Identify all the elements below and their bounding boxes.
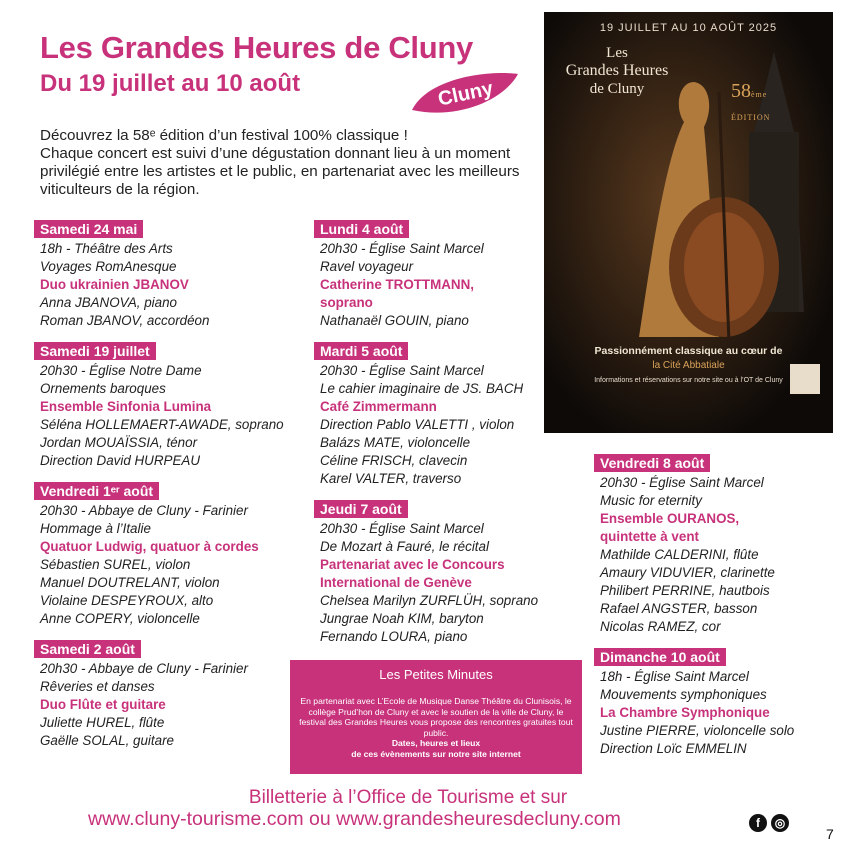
event-performer: Direction David HURPEAU [40, 453, 200, 468]
ticketing-line: Billetterie à l’Office de Tourisme et sur [248, 787, 568, 808]
petites-minutes-title: Les Petites Minutes [379, 667, 493, 682]
festival-poster [544, 12, 833, 433]
event-info-line: Ornements baroques [40, 381, 166, 396]
event-date: Samedi 2 août [34, 640, 141, 658]
event-performer: Manuel DOUTRELANT, violon [40, 575, 220, 590]
page-subtitle: Du 19 juillet au 10 août [40, 70, 301, 97]
event-performer: Jordan MOUAÏSSIA, ténor [40, 435, 198, 450]
event-4 [314, 220, 538, 330]
event-info-line: De Mozart à Fauré, le récital [320, 539, 489, 554]
poster-info: Informations et réservations sur notre site ou à l’OT de Cluny [594, 377, 783, 384]
event-2 [34, 482, 284, 628]
event-performer: Philibert PERRINE, hautbois [600, 583, 770, 598]
instagram-icon[interactable]: ◎ [771, 814, 789, 832]
poster-edition [731, 80, 770, 126]
event-info-line: 20h30 - Église Saint Marcel [320, 521, 484, 536]
event-performer: Jungrae Noah KIM, baryton [320, 611, 484, 626]
poster-tagline: Passionnément classique au cœur de [594, 345, 783, 357]
event-3 [34, 640, 284, 750]
event-performer: Fernando LOURA, piano [320, 629, 468, 644]
cluny-badge-label: Cluny [436, 77, 496, 111]
event-ensemble: Partenariat avec le Concours [320, 557, 505, 572]
poster-festival-name [552, 44, 682, 98]
page-number: 7 [826, 826, 834, 842]
event-ensemble: Ensemble OURANOS, [600, 511, 740, 526]
event-1 [34, 342, 284, 470]
event-performer: Justine PIERRE, violoncelle solo [600, 723, 795, 738]
page-title: Les Grandes Heures de Cluny [40, 30, 473, 65]
intro-line-2: Chaque concert est suivi d’une dégustation donnant lieu à un moment privilégié entre les artistes et le public, en partenariat avec les meilleurs viticulteurs de la région. [40, 145, 520, 198]
event-ensemble: soprano [320, 295, 373, 310]
event-performer: Sébastien SUREL, violon [40, 557, 191, 572]
event-7 [594, 454, 794, 636]
event-date: Jeudi 7 août [314, 500, 408, 518]
event-ensemble: Quatuor Ludwig, quatuor à cordes [40, 539, 259, 554]
poster-qr-code [790, 364, 820, 394]
event-performer: Nicolas RAMEZ, cor [600, 619, 721, 634]
poster-name-line-1: Les [606, 45, 628, 61]
event-performer: Balázs MATE, violoncelle [320, 435, 471, 450]
event-performer: Amaury VIDUVIER, clarinette [600, 565, 775, 580]
events-column-1 [34, 220, 284, 762]
facebook-icon[interactable]: f [749, 814, 767, 832]
petites-minutes-box [290, 660, 582, 774]
petites-minutes-bold-2: de ces évènements sur notre site internet [351, 748, 521, 759]
event-info-line: 20h30 - Église Notre Dame [40, 363, 202, 378]
cluny-badge [408, 70, 520, 118]
event-info-line: 20h30 - Église Saint Marcel [320, 241, 484, 256]
poster-name-line-2: Grandes Heures [565, 62, 669, 79]
event-date: Samedi 24 mai [34, 220, 143, 238]
event-ensemble: Ensemble Sinfonia Lumina [40, 399, 212, 414]
event-performer: Direction Pablo VALETTI , violon [320, 417, 515, 432]
petites-minutes-body: En partenariat avec L’Ecole de Musique Danse Théâtre du Clunisois, le collège Prud’hon de Cluny et avec le soutien de la ville de Cluny, le festival des Grandes Heures vous propose des rencontres gratuites tout public. [299, 696, 573, 738]
event-ensemble: Duo Flûte et guitare [40, 697, 166, 712]
event-performer: Anne COPERY, violoncelle [40, 611, 200, 626]
poster-edition-number: 58 [731, 80, 751, 102]
event-info-line: 18h - Église Saint Marcel [600, 669, 749, 684]
event-performer: Chelsea Marilyn ZURFLÜH, soprano [320, 593, 539, 608]
event-performer: Karel VALTER, traverso [320, 471, 462, 486]
events-column-3 [594, 454, 794, 770]
event-ensemble: quintette à vent [600, 529, 699, 544]
event-info-line: 20h30 - Église Saint Marcel [600, 475, 764, 490]
event-info-line: Mouvements symphoniques [600, 687, 767, 702]
events-column-2 [314, 220, 538, 658]
event-info-line: Voyages RomAnesque [40, 259, 177, 274]
event-performer: Violaine DESPEYROUX, alto [40, 593, 214, 608]
event-ensemble: International de Genève [320, 575, 472, 590]
poster-edition-sup: ème [751, 90, 768, 99]
event-date: Samedi 19 juillet [34, 342, 156, 360]
event-info-line: 20h30 - Abbaye de Cluny - Farinier [40, 503, 248, 518]
event-ensemble: Catherine TROTTMANN, [320, 277, 474, 292]
event-info-line: 20h30 - Église Saint Marcel [320, 363, 484, 378]
event-info-line: Ravel voyageur [320, 259, 414, 274]
event-ensemble: Café Zimmermann [320, 399, 437, 414]
event-performer: Nathanaël GOUIN, piano [320, 313, 469, 328]
event-info-line: Hommage à l’Italie [40, 521, 151, 536]
intro-line-1: Découvrez la 58ᵉ édition d’un festival 100% classique ! [40, 127, 408, 144]
event-performer: Céline FRISCH, clavecin [320, 453, 468, 468]
event-performer: Roman JBANOV, accordéon [40, 313, 210, 328]
event-performer: Juliette HUREL, flûte [40, 715, 165, 730]
event-ensemble: Duo ukrainien JBANOV [40, 277, 189, 292]
event-info-line: Rêveries et danses [40, 679, 155, 694]
poster-name-line-3: de Cluny [589, 81, 645, 97]
event-performer: Direction Loïc EMMELIN [600, 741, 747, 756]
event-performer: Séléna HOLLEMAERT-AWADE, soprano [40, 417, 284, 432]
event-date: Dimanche 10 août [594, 648, 726, 666]
event-8 [594, 648, 794, 758]
event-5 [314, 342, 538, 488]
intro-text [40, 127, 540, 199]
event-info-line: 20h30 - Abbaye de Cluny - Farinier [40, 661, 248, 676]
event-performer: Anna JBANOVA, piano [40, 295, 177, 310]
website-links[interactable]: www.cluny-tourisme.com ou www.grandesheuresdecluny.com [88, 808, 621, 830]
event-info-line: 18h - Théâtre des Arts [40, 241, 173, 256]
event-date: Vendredi 8 août [594, 454, 710, 472]
poster-edition-word: ÉDITION [731, 113, 771, 122]
poster-site: la Cité Abbatiale [652, 360, 725, 371]
event-date: Mardi 5 août [314, 342, 408, 360]
event-date: Lundi 4 août [314, 220, 409, 238]
event-0 [34, 220, 284, 330]
event-date: Vendredi 1ᵉʳ août [34, 482, 159, 500]
event-ensemble: La Chambre Symphonique [600, 705, 770, 720]
event-performer: Gaëlle SOLAL, guitare [40, 733, 174, 748]
poster-dates: 19 JUILLET AU 10 AOÛT 2025 [599, 22, 778, 34]
event-info-line: Le cahier imaginaire de JS. BACH [320, 381, 524, 396]
event-info-line: Music for eternity [600, 493, 702, 508]
event-performer: Mathilde CALDERINI, flûte [600, 547, 759, 562]
event-performer: Rafael ANGSTER, basson [600, 601, 758, 616]
petites-minutes-bold-1: Dates, heures et lieux [391, 738, 481, 749]
event-6 [314, 500, 538, 646]
